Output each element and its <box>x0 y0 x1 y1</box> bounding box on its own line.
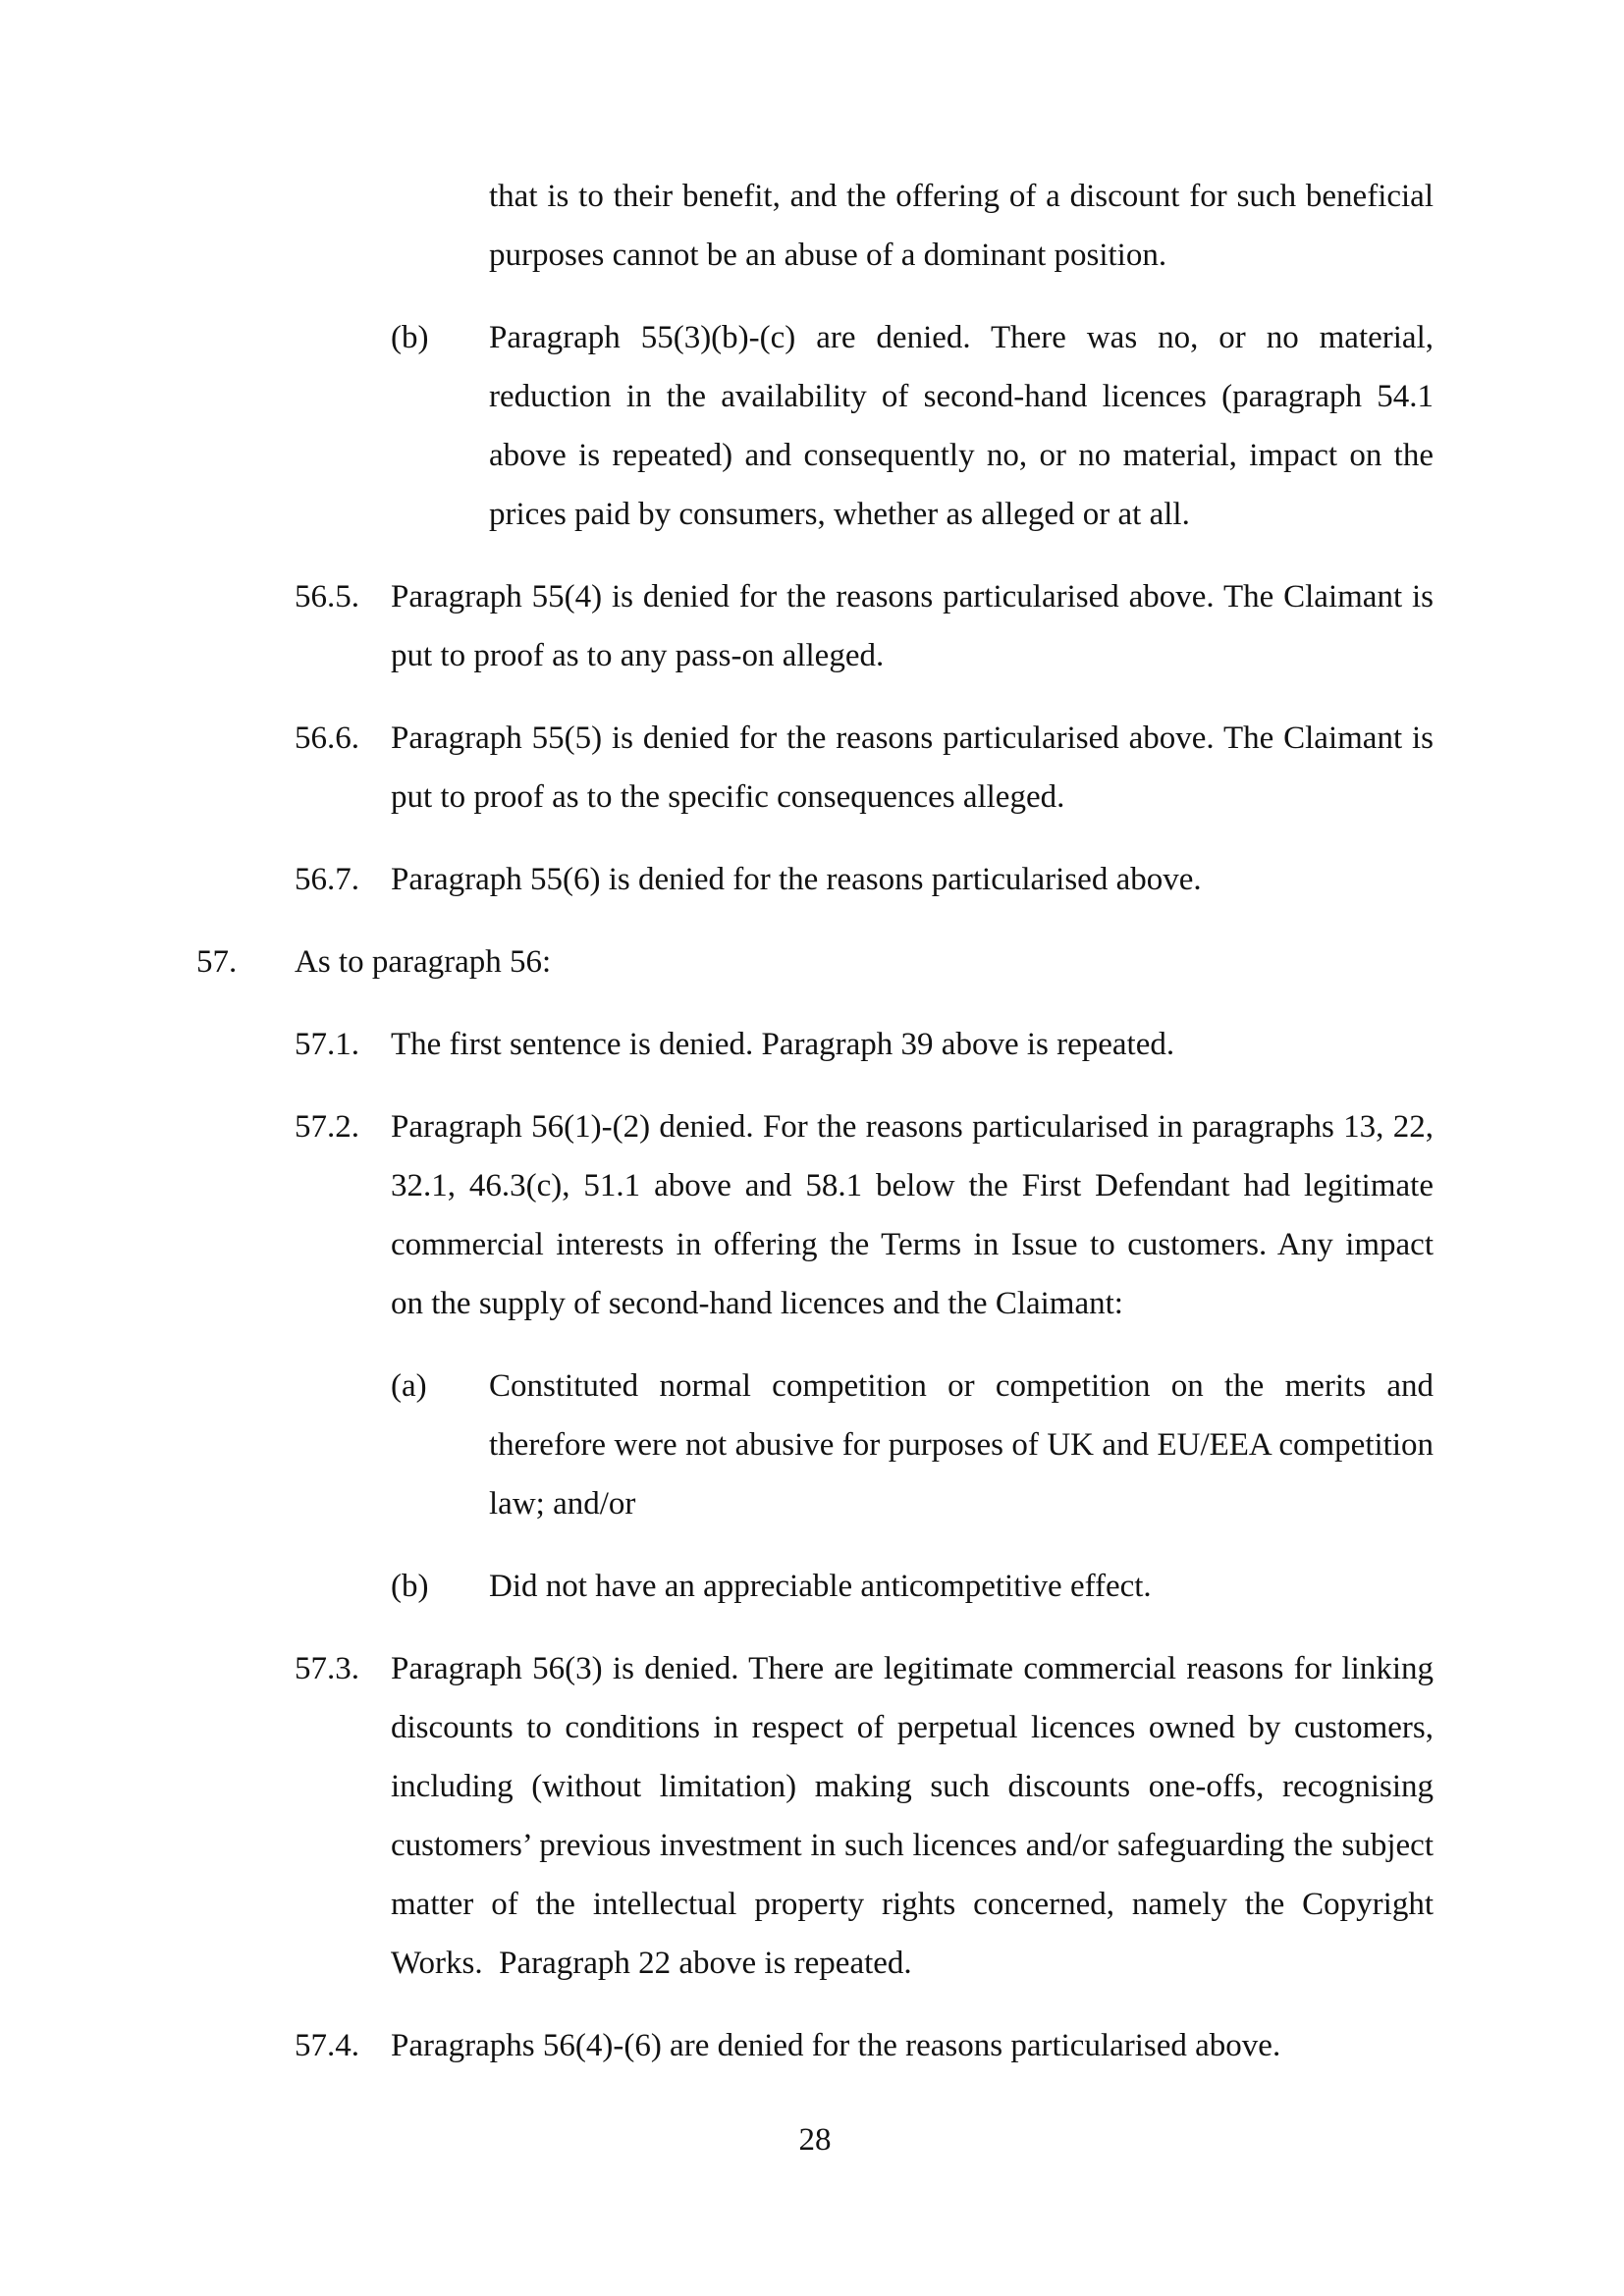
paragraph-number: 57.1. <box>295 1027 359 1062</box>
paragraph-number: 56.7. <box>295 862 359 897</box>
paragraph-57 <box>196 933 1434 991</box>
text-line: discounts to conditions in respect of perpetual licences owned by customers, <box>391 1710 1434 1745</box>
paragraph-number: 57.4. <box>295 2028 359 2063</box>
paragraph-56-7 <box>295 850 1434 909</box>
text-line: reduction in the availability of second-hand licences (paragraph 54.1 <box>489 379 1434 414</box>
paragraph-number: 56.6. <box>295 721 359 756</box>
text-line: matter of the intellectual property rights concerned, namely the Copyright <box>391 1887 1434 1922</box>
text-line: above is repeated) and consequently no, or no material, impact on the <box>489 438 1434 473</box>
paragraph-57-1 <box>295 1015 1434 1074</box>
page-number: 28 <box>798 2122 832 2158</box>
text-line: The first sentence is denied. Paragraph 39 above is repeated. <box>391 1027 1175 1062</box>
text-line: Works. Paragraph 22 above is repeated. <box>391 1946 912 1981</box>
text-line: Paragraph 56(3) is denied. There are legitimate commercial reasons for linking <box>391 1651 1434 1686</box>
paragraph-number: 57. <box>196 944 238 980</box>
text-line: Paragraph 56(1)-(2) denied. For the reasons particularised in paragraphs 13, 22, <box>391 1109 1434 1145</box>
text-line: Paragraphs 56(4)-(6) are denied for the reasons particularised above. <box>391 2028 1281 2063</box>
list-item-b <box>391 308 1434 544</box>
text-line: Paragraph 55(4) is denied for the reasons particularised above. The Claimant is <box>391 579 1434 614</box>
text-line: purposes cannot be an abuse of a dominant position. <box>489 238 1167 273</box>
text-line: As to paragraph 56: <box>295 944 552 980</box>
text-line: that is to their benefit, and the offering of a discount for such beneficial <box>489 179 1434 214</box>
list-item-a <box>391 1357 1434 1533</box>
text-line: put to proof as to the specific consequences alleged. <box>391 779 1065 815</box>
paragraph-number: 56.5. <box>295 579 359 614</box>
text-line: including (without limitation) making such discounts one-offs, recognising <box>391 1769 1434 1804</box>
text-line: law; and/or <box>489 1486 636 1522</box>
list-item-label: (b) <box>391 320 429 355</box>
paragraph-number: 57.3. <box>295 1651 359 1686</box>
paragraph-continuation <box>489 167 1434 285</box>
text-line: Paragraph 55(3)(b)-(c) are denied. There was no, or no material, <box>489 320 1434 355</box>
text-line: customers’ previous investment in such licences and/or safeguarding the subject <box>391 1828 1434 1863</box>
paragraph-56-5 <box>295 567 1434 685</box>
text-line: prices paid by consumers, whether as alleged or at all. <box>489 497 1190 532</box>
list-item-label: (b) <box>391 1569 429 1604</box>
text-line: Paragraph 55(5) is denied for the reasons particularised above. The Claimant is <box>391 721 1434 756</box>
paragraph-56-6 <box>295 709 1434 827</box>
text-line: Paragraph 55(6) is denied for the reasons particularised above. <box>391 862 1202 897</box>
list-item-b2 <box>391 1557 1434 1616</box>
paragraph-57-2 <box>295 1097 1434 1333</box>
text-line: commercial interests in offering the Terms in Issue to customers. Any impact <box>391 1227 1434 1262</box>
text-line: therefore were not abusive for purposes of UK and EU/EEA competition <box>489 1427 1434 1463</box>
paragraph-number: 57.2. <box>295 1109 359 1145</box>
text-line: 32.1, 46.3(c), 51.1 above and 58.1 below the First Defendant had legitimate <box>391 1168 1434 1203</box>
paragraph-57-3 <box>295 1639 1434 1993</box>
text-line: on the supply of second-hand licences and the Claimant: <box>391 1286 1123 1321</box>
text-line: put to proof as to any pass-on alleged. <box>391 638 885 673</box>
text-line: Constituted normal competition or competition on the merits and <box>489 1368 1434 1404</box>
text-line: Did not have an appreciable anticompetitive effect. <box>489 1569 1152 1604</box>
paragraph-57-4 <box>295 2016 1434 2075</box>
list-item-label: (a) <box>391 1368 427 1404</box>
